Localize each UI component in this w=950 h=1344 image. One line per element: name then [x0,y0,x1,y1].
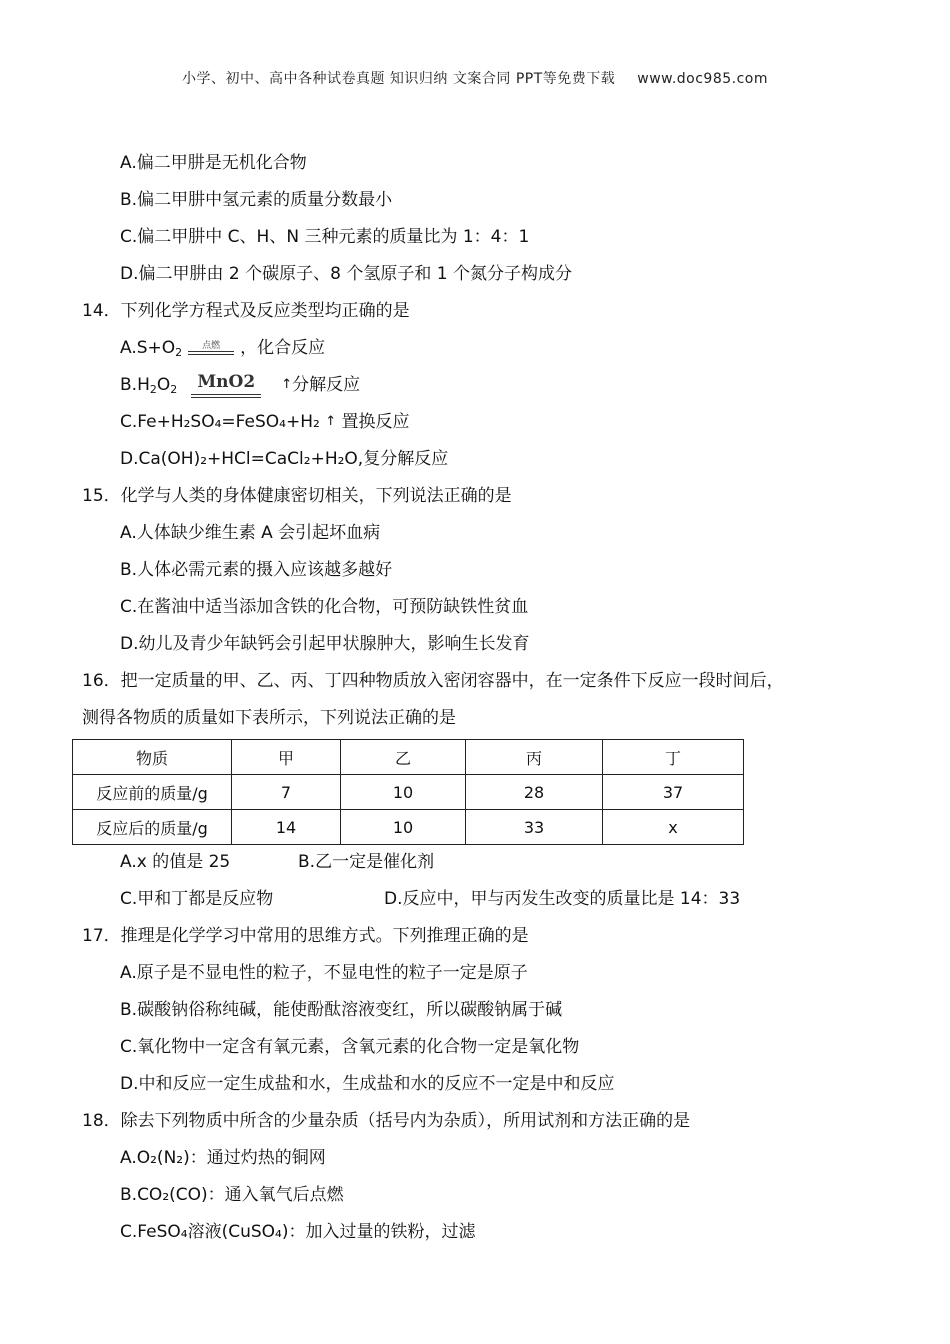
q14-a-pre: A.S+O [120,338,176,358]
table-header-cell: 丙 [466,740,603,775]
q13-option-c: C.偏二甲肼中 C、H、N 三种元素的质量比为 1：4：1 [120,227,530,247]
table-cell: 28 [466,775,603,810]
q14-stem: 14．下列化学方程式及反应类型均正确的是 [82,301,410,321]
table-header-cell: 甲 [232,740,341,775]
condition-mark [186,337,236,359]
q15-option-a: A.人体缺少维生素 A 会引起坏血病 [120,523,381,543]
table-header-cell: 乙 [341,740,466,775]
q14-b-sub1: 2 [149,383,157,396]
table-header-cell: 物质 [73,740,232,775]
q17-option-d: D.中和反应一定生成盐和水，生成盐和水的反应不一定是中和反应 [120,1074,615,1094]
gas-arrow-icon: ↑ [325,414,337,429]
q17-option-c: C.氧化物中一定含有氧元素，含氧元素的化合物一定是氧化物 [120,1037,580,1057]
table-cell: 14 [232,810,341,845]
q14-b-post: 分解反应 [292,375,361,395]
q18-option-c: C.FeSO₄溶液(CuSO₄)：加入过量的铁粉，过滤 [120,1222,476,1242]
catalyst-mark [191,374,261,400]
gas-arrow-icon: ↑ [281,377,293,392]
q18-stem: 18．除去下列物质中所含的少量杂质（括号内为杂质），所用试剂和方法正确的是 [82,1111,691,1131]
q13-option-a: A.偏二甲肼是无机化合物 [120,153,307,173]
q14-c-post: 置换反应 [341,412,410,432]
q13-option-d: D.偏二甲肼由 2 个碳原子、8 个氢原子和 1 个氮分子构成分 [120,264,572,284]
q16-option-d: D.反应中，甲与丙发生改变的质量比是 14：33 [384,889,741,909]
q17-option-b: B.碳酸钠俗称纯碱，能使酚酞溶液变红，所以碳酸钠属于碱 [120,1000,563,1020]
q14-option-b [120,374,360,400]
q16-stem: 16．把一定质量的甲、乙、丙、丁四种物质放入密闭容器中，在一定条件下反应一段时间后， [82,671,784,691]
q15-stem: 15．化学与人类的身体健康密切相关，下列说法正确的是 [82,486,512,506]
q13-option-b: B.偏二甲肼中氢元素的质量分数最小 [120,190,393,210]
q16-option-c: C.甲和丁都是反应物 [120,889,274,909]
table-row [73,775,744,810]
q17-stem: 17．推理是化学学习中常用的思维方式。下列推理正确的是 [82,926,529,946]
page-header [0,68,950,88]
q16-option-a: A.x 的值是 25 [120,852,231,872]
table-cell: 7 [232,775,341,810]
catalyst-label: MnO2 [197,372,256,392]
q14-b-pre: B.H [120,375,150,395]
header-site: www.doc985.com [637,71,769,87]
q16-stem-cont: 测得各物质的质量如下表所示，下列说法正确的是 [82,708,456,728]
q15-option-b: B.人体必需元素的摄入应该越多越好 [120,560,393,580]
table-cell: 反应后的质量/g [73,810,232,845]
q14-option-c [120,411,410,433]
q15-option-c: C.在酱油中适当添加含铁的化合物，可预防缺铁性贫血 [120,597,529,617]
table-cell: 33 [466,810,603,845]
q16-option-b: B.乙一定是催化剂 [298,852,435,872]
q14-a-post: ，化合反应 [240,338,326,358]
mass-table [72,739,744,845]
table-header-cell: 丁 [603,740,744,775]
q14-b-mid: O [156,375,171,395]
q14-option-d: D.Ca(OH)₂+HCl=CaCl₂+H₂O,复分解反应 [120,449,449,469]
q14-b-sub2: 2 [170,383,178,396]
table-cell: x [603,810,744,845]
q18-option-b: B.CO₂(CO)：通入氧气后点燃 [120,1185,344,1205]
q15-option-d: D.幼儿及青少年缺钙会引起甲状腺肿大，影响生长发育 [120,634,530,654]
table-cell: 10 [341,810,466,845]
table-row [73,810,744,845]
table-cell: 反应前的质量/g [73,775,232,810]
q14-a-sub: 2 [175,346,183,359]
table-cell: 37 [603,775,744,810]
table-cell: 10 [341,775,466,810]
q14-option-a [120,337,325,359]
q17-option-a: A.原子是不显电性的粒子，不显电性的粒子一定是原子 [120,963,528,983]
condition-label: 点燃 [202,341,221,351]
q14-c-text: C.Fe+H₂SO₄=FeSO₄+H₂ [120,412,320,432]
table-header-row [73,740,744,775]
header-text: 小学、初中、高中各种试卷真题 知识归纳 文案合同 PPT等免费下载 [181,71,616,87]
q18-option-a: A.O₂(N₂)：通过灼热的铜网 [120,1148,326,1168]
